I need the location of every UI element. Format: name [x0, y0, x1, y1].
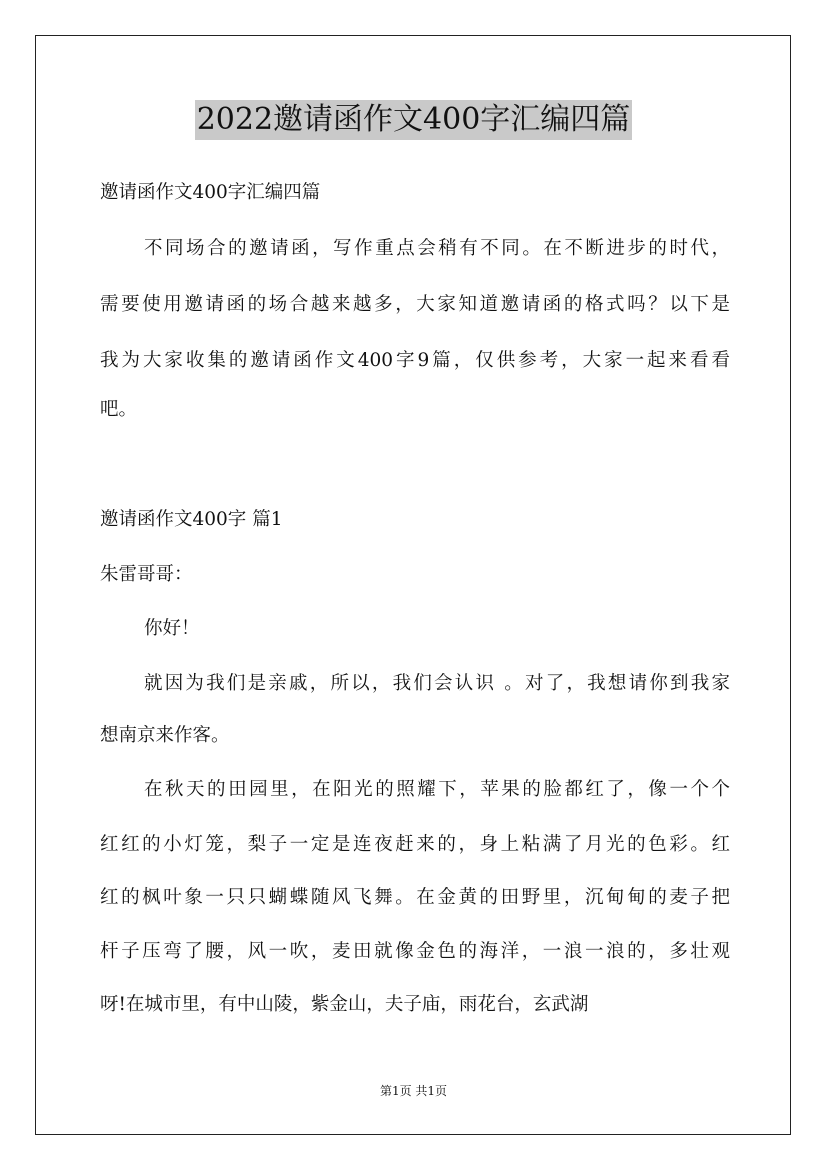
paragraph-2-line-3: 红的枫叶象一只只蝴蝶随风飞舞。在金黄的田野里，沉甸甸的麦子把: [100, 887, 730, 908]
paragraph-2-line-4: 杆子压弯了腰，风一吹，麦田就像金色的海洋，一浪一浪的，多壮观: [100, 941, 730, 962]
intro-line-1: 不同场合的邀请函，写作重点会稍有不同。在不断进步的时代，: [144, 238, 730, 259]
paragraph-1-line-1: 就因为我们是亲戚，所以，我们会认识 。对了，我想请你到我家: [144, 673, 730, 694]
intro-line-2: 需要使用邀请函的场合越来越多，大家知道邀请函的格式吗？以下是: [100, 294, 730, 315]
section-heading: 邀请函作文400字 篇1: [100, 509, 283, 530]
salutation: 朱雷哥哥：: [100, 564, 193, 585]
paragraph-1-line-2: 想南京来作客。: [100, 725, 230, 746]
greeting: 你好！: [144, 618, 200, 639]
paragraph-2-line-1: 在秋天的田园里，在阳光的照耀下，苹果的脸都红了，像一个个: [144, 779, 730, 800]
intro-line-4: 吧。: [100, 399, 138, 420]
page-footer: 第1页 共1页: [379, 1084, 448, 1098]
title-container: [0, 100, 827, 140]
paragraph-2-line-5: 呀!在城市里，有中山陵，紫金山，夫子庙，雨花台，玄武湖: [100, 994, 589, 1015]
intro-line-3: 我为大家收集的邀请函作文400字9篇，仅供参考，大家一起来看看: [100, 350, 730, 371]
document-subtitle: 邀请函作文400字汇编四篇: [100, 182, 321, 203]
paragraph-2-line-2: 红红的小灯笼，梨子一定是连夜赶来的，身上粘满了月光的色彩。红: [100, 834, 730, 855]
document-title: 2022邀请函作文400字汇编四篇: [195, 100, 633, 140]
